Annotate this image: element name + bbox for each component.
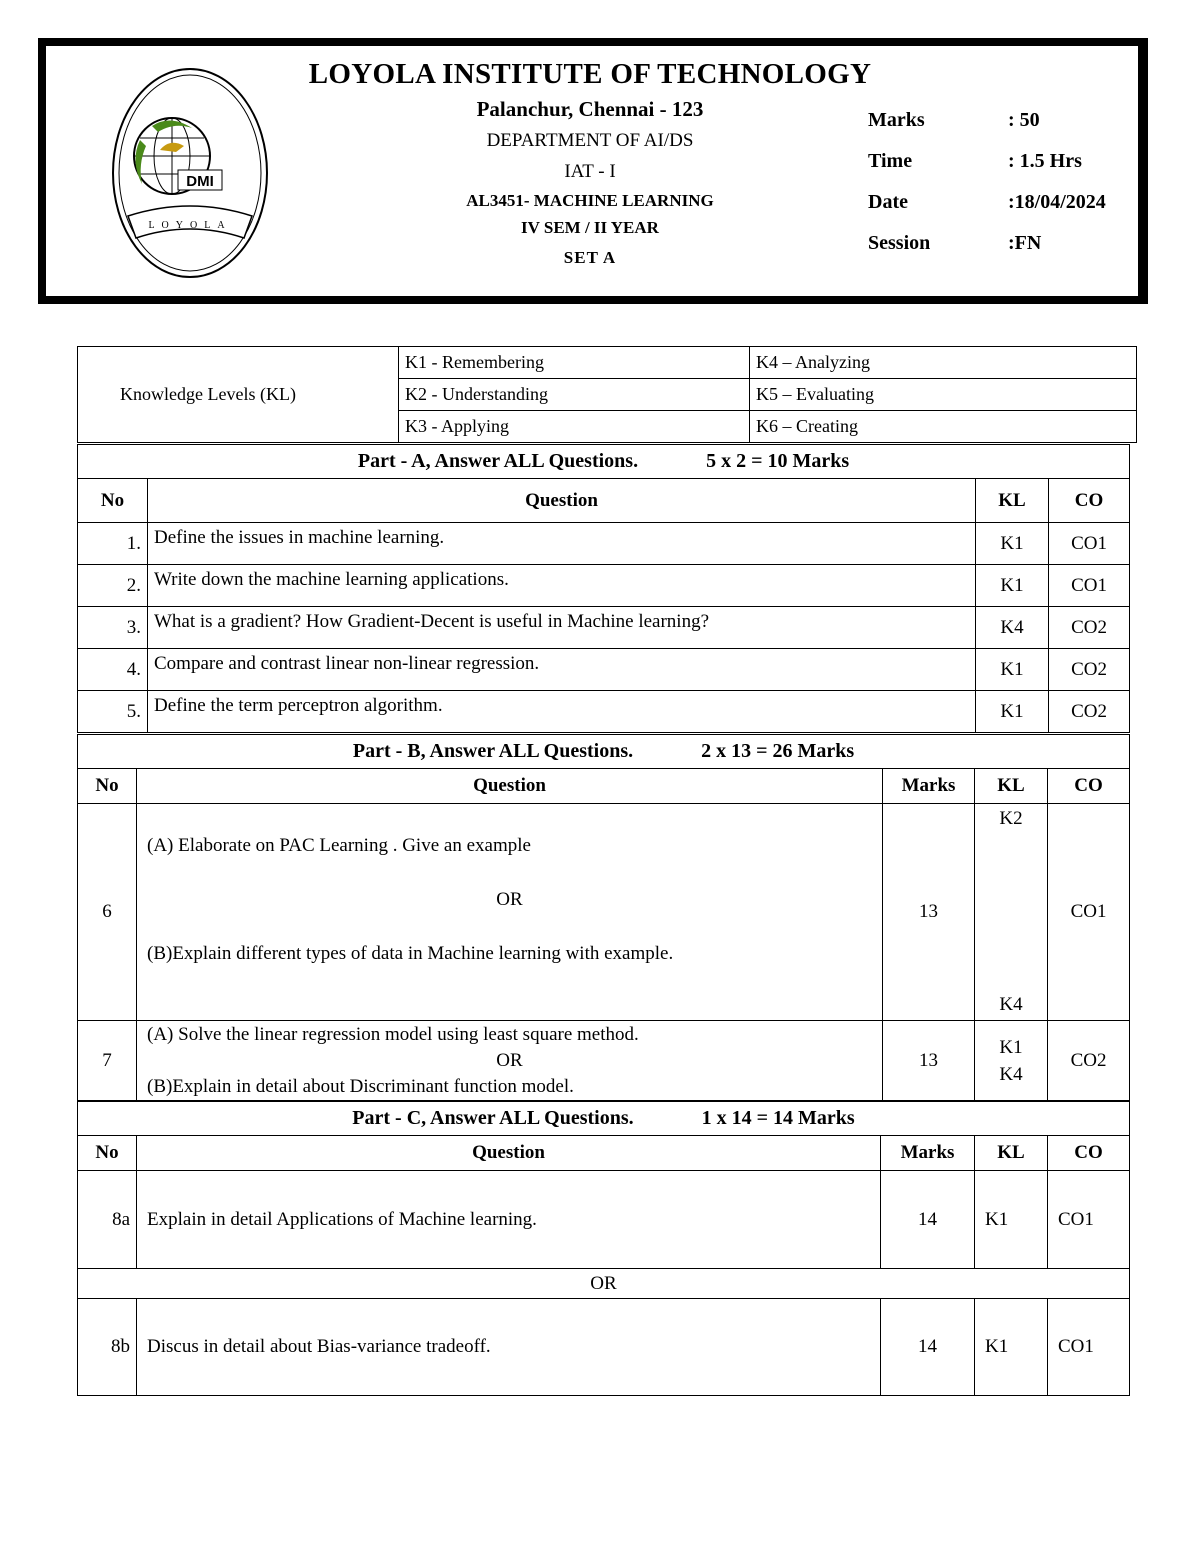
part-c-table (77, 1101, 1130, 1396)
question-number: 4. (78, 649, 148, 691)
table-row (78, 523, 1130, 565)
col-header-no: No (78, 479, 148, 523)
question-option-b: (B)Explain different types of data in Machine learning with example. (147, 943, 674, 964)
question-kl-b: K4 (999, 994, 1023, 1015)
institute-logo (110, 66, 270, 280)
part-c-header-row (78, 1136, 1130, 1171)
col-header-no: No (78, 769, 137, 804)
question-text: Compare and contrast linear non-linear regression. (148, 649, 976, 691)
question-kl-cell (975, 1021, 1048, 1101)
question-kl: K1 (976, 523, 1049, 565)
question-option-b: (B)Explain in detail about Discriminant function model. (147, 1075, 574, 1097)
question-co: CO1 (1048, 1299, 1130, 1396)
question-co: CO2 (1049, 607, 1130, 649)
col-header-question: Question (137, 1136, 881, 1171)
question-co: CO1 (1048, 804, 1130, 1021)
part-b-table (77, 734, 1130, 1101)
question-kl: K1 (976, 691, 1049, 733)
part-c-marks: 1 x 14 = 14 Marks (701, 1107, 855, 1129)
kl-level: K6 – Creating (750, 411, 1137, 443)
question-number: 3. (78, 607, 148, 649)
question-number: 8a (78, 1171, 137, 1269)
department: DEPARTMENT OF AI/DS (486, 130, 694, 151)
question-text: Define the term perceptron algorithm. (148, 691, 976, 733)
kl-level: K1 - Remembering (399, 347, 750, 379)
table-row (78, 1299, 1130, 1396)
institute-name: LOYOLA INSTITUTE OF TECHNOLOGY (308, 58, 872, 90)
course-title: AL3451- MACHINE LEARNING (466, 191, 714, 210)
question-kl-a: K2 (999, 808, 1023, 829)
kl-level: K3 - Applying (399, 411, 750, 443)
marks-value: : 50 (1008, 109, 1040, 131)
question-text: Write down the machine learning applications. (148, 565, 976, 607)
question-set: SET A (563, 248, 617, 267)
table-row (78, 691, 1130, 733)
session-value: :FN (1008, 232, 1042, 254)
date-label: Date (868, 191, 908, 213)
question-number: 5. (78, 691, 148, 733)
question-kl: K1 (976, 565, 1049, 607)
question-marks: 13 (883, 804, 975, 1021)
table-row (78, 607, 1130, 649)
table-row (78, 804, 1130, 1021)
part-b-title: Part - B, Answer ALL Questions. (352, 740, 634, 762)
logo-banner-text: LOYOLA (148, 220, 232, 231)
question-text: What is a gradient? How Gradient-Decent is useful in Machine learning? (148, 607, 976, 649)
question-kl-b: K4 (999, 1063, 1023, 1085)
question-number: 2. (78, 565, 148, 607)
logo-monogram: DMI (186, 173, 214, 190)
knowledge-levels-table (77, 346, 1137, 443)
institute-address: Palanchur, Chennai - 123 (476, 97, 704, 121)
col-header-marks: Marks (881, 1136, 975, 1171)
exam-name: IAT - I (564, 161, 616, 182)
col-header-kl: KL (975, 1136, 1048, 1171)
question-option-a: (A) Solve the linear regression model using least square method. (147, 1023, 639, 1045)
question-cell (137, 804, 883, 1021)
part-b-header-row (78, 769, 1130, 804)
or-row (78, 1269, 1130, 1299)
marks-label: Marks (868, 109, 925, 131)
col-header-kl: KL (976, 479, 1049, 523)
question-text: Discus in detail about Bias-variance tradeoff. (137, 1299, 881, 1396)
question-kl: K1 (975, 1171, 1048, 1269)
col-header-co: CO (1048, 769, 1130, 804)
part-a-table (77, 444, 1130, 733)
part-c-or: OR (78, 1269, 1130, 1299)
table-row (78, 1021, 1130, 1101)
col-header-no: No (78, 1136, 137, 1171)
part-a-header-row (78, 479, 1130, 523)
question-co: CO1 (1049, 565, 1130, 607)
question-or: OR (496, 889, 523, 910)
col-header-question: Question (148, 479, 976, 523)
date-value: :18/04/2024 (1008, 191, 1106, 213)
col-header-co: CO (1049, 479, 1130, 523)
question-number: 8b (78, 1299, 137, 1396)
question-co: CO2 (1048, 1021, 1130, 1101)
part-b-heading (78, 735, 1130, 769)
time-value: : 1.5 Hrs (1008, 150, 1082, 172)
question-co: CO1 (1048, 1171, 1130, 1269)
question-marks: 14 (881, 1171, 975, 1269)
question-kl: K4 (976, 607, 1049, 649)
question-number: 1. (78, 523, 148, 565)
question-co: CO2 (1049, 649, 1130, 691)
time-label: Time (868, 150, 913, 172)
question-text: Define the issues in machine learning. (148, 523, 976, 565)
part-b-marks: 2 x 13 = 26 Marks (701, 740, 855, 762)
col-header-question: Question (137, 769, 883, 804)
col-header-co: CO (1048, 1136, 1130, 1171)
table-row (78, 649, 1130, 691)
question-or: OR (496, 1049, 523, 1071)
question-co: CO1 (1049, 523, 1130, 565)
col-header-marks: Marks (883, 769, 975, 804)
question-kl: K1 (975, 1299, 1048, 1396)
question-number: 7 (78, 1021, 137, 1101)
part-a-heading (78, 445, 1130, 479)
question-marks: 13 (883, 1021, 975, 1101)
question-kl: K1 (976, 649, 1049, 691)
question-kl-cell (975, 804, 1048, 1021)
semester-year: IV SEM / II YEAR (521, 218, 659, 237)
kl-level: K4 – Analyzing (750, 347, 1137, 379)
question-cell (137, 1021, 883, 1101)
part-a-title: Part - A, Answer ALL Questions. (357, 450, 639, 472)
question-option-a: (A) Elaborate on PAC Learning . Give an example (147, 835, 531, 856)
part-c-heading (78, 1102, 1130, 1136)
kl-title: Knowledge Levels (KL) (78, 347, 399, 443)
table-row (78, 1171, 1130, 1269)
kl-level: K5 – Evaluating (750, 379, 1137, 411)
question-text: Explain in detail Applications of Machine learning. (137, 1171, 881, 1269)
session-label: Session (868, 232, 931, 254)
question-co: CO2 (1049, 691, 1130, 733)
question-number: 6 (78, 804, 137, 1021)
table-row (78, 565, 1130, 607)
kl-level: K2 - Understanding (399, 379, 750, 411)
part-c-title: Part - C, Answer ALL Questions. (352, 1107, 634, 1129)
question-marks: 14 (881, 1299, 975, 1396)
col-header-kl: KL (975, 769, 1048, 804)
part-a-marks: 5 x 2 = 10 Marks (706, 450, 850, 472)
question-kl-a: K1 (999, 1036, 1023, 1058)
